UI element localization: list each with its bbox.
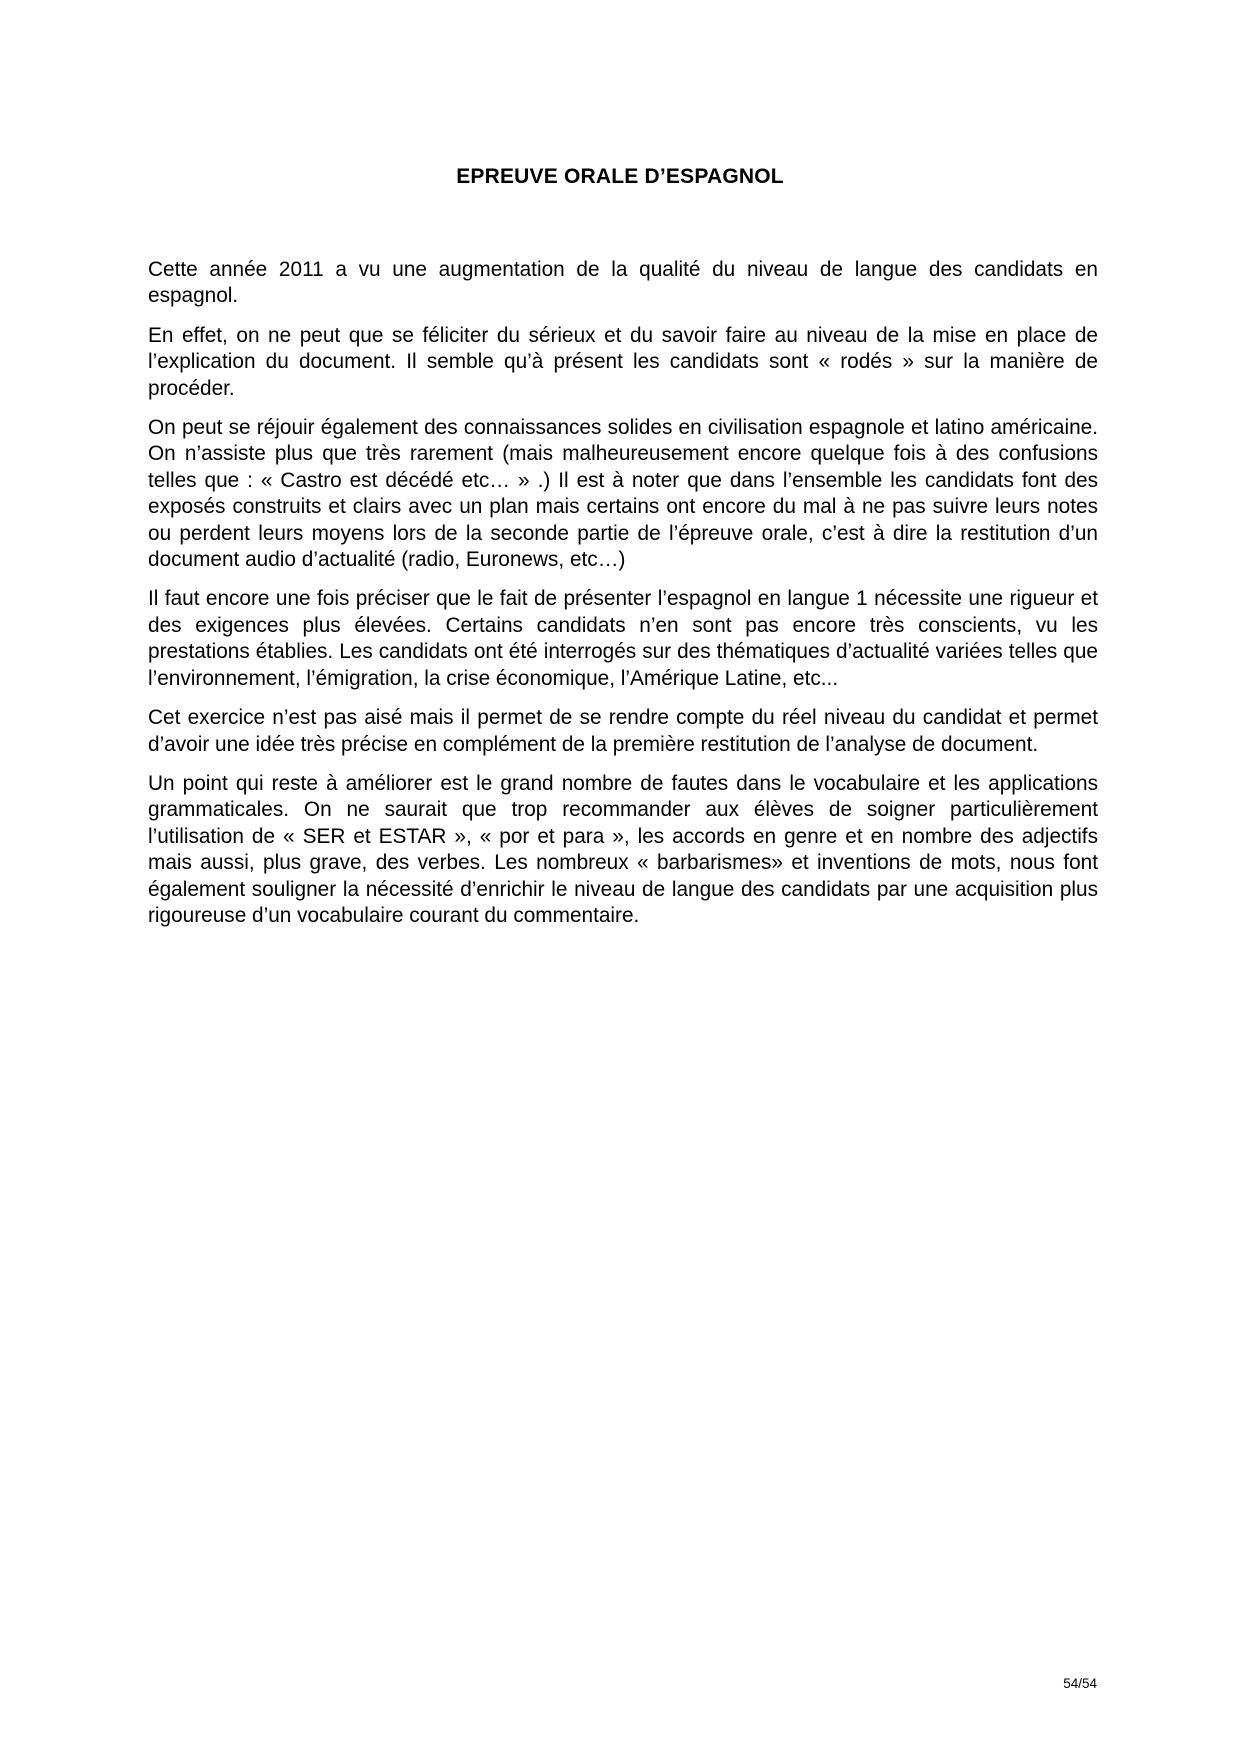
paragraph-3: On peut se réjouir également des connaissances solides en civilisation espagnole et latino américaine. On n’assiste plus que très rarement (mais malheureusement encore quelque fois à des confusions telles que : « Castro est décédé etc… » .) Il est à noter que dans l’ensemble les candidats font des exposés construits et clairs avec un plan mais certains ont encore du mal à ne pas suivre leurs notes ou perdent leurs moyens lors de la seconde partie de l’épreuve orale, c’est à dire la restitution d’un document audio d’actualité (radio, Euronews, etc…) xyxy=(148,416,1098,572)
paragraph-2: En effet, on ne peut que se féliciter du sérieux et du savoir faire au niveau de la mise en place de l’explication du document. Il semble qu’à présent les candidats sont « rodés » sur la manière de procéder. xyxy=(148,323,1098,400)
paragraph-6: Un point qui reste à améliorer est le grand nombre de fautes dans le vocabulaire et les applications grammaticales. On ne saurait que trop recommander aux élèves de soigner particulièrement l’utilisation de « SER et ESTAR », « por et para », les accords en genre et en nombre des adjectifs mais aussi, plus grave, des verbes. Les nombreux « barbarismes» et inventions de mots, nous font également souligner la nécessité d’enrichir le niveau de langue des candidats par une acquisition plus rigoureuse d’un vocabulaire courant du commentaire. xyxy=(148,771,1098,927)
paragraph-1: Cette année 2011 a vu une augmentation de la qualité du niveau de langue des candidats en espagnol. xyxy=(148,258,1098,308)
page-number: 54/54 xyxy=(1063,1676,1097,1691)
paragraph-5: Cet exercice n’est pas aisé mais il permet de se rendre compte du réel niveau du candidat et permet d’avoir une idée très précise en complément de la première restitution de l’analyse de document. xyxy=(148,706,1098,756)
paragraph-4: Il faut encore une fois préciser que le fait de présenter l’espagnol en langue 1 nécessite une rigueur et des exigences plus élevées. Certains candidats n’en sont pas encore très conscients, vu les prestations établies. Les candidats ont été interrogés sur des thématiques d’actualité variées telles que l’environnement, l’émigration, la crise économique, l’Amérique Latine, etc... xyxy=(148,587,1098,690)
page-title: EPREUVE ORALE D’ESPAGNOL xyxy=(456,165,784,189)
document-body xyxy=(148,257,1098,942)
